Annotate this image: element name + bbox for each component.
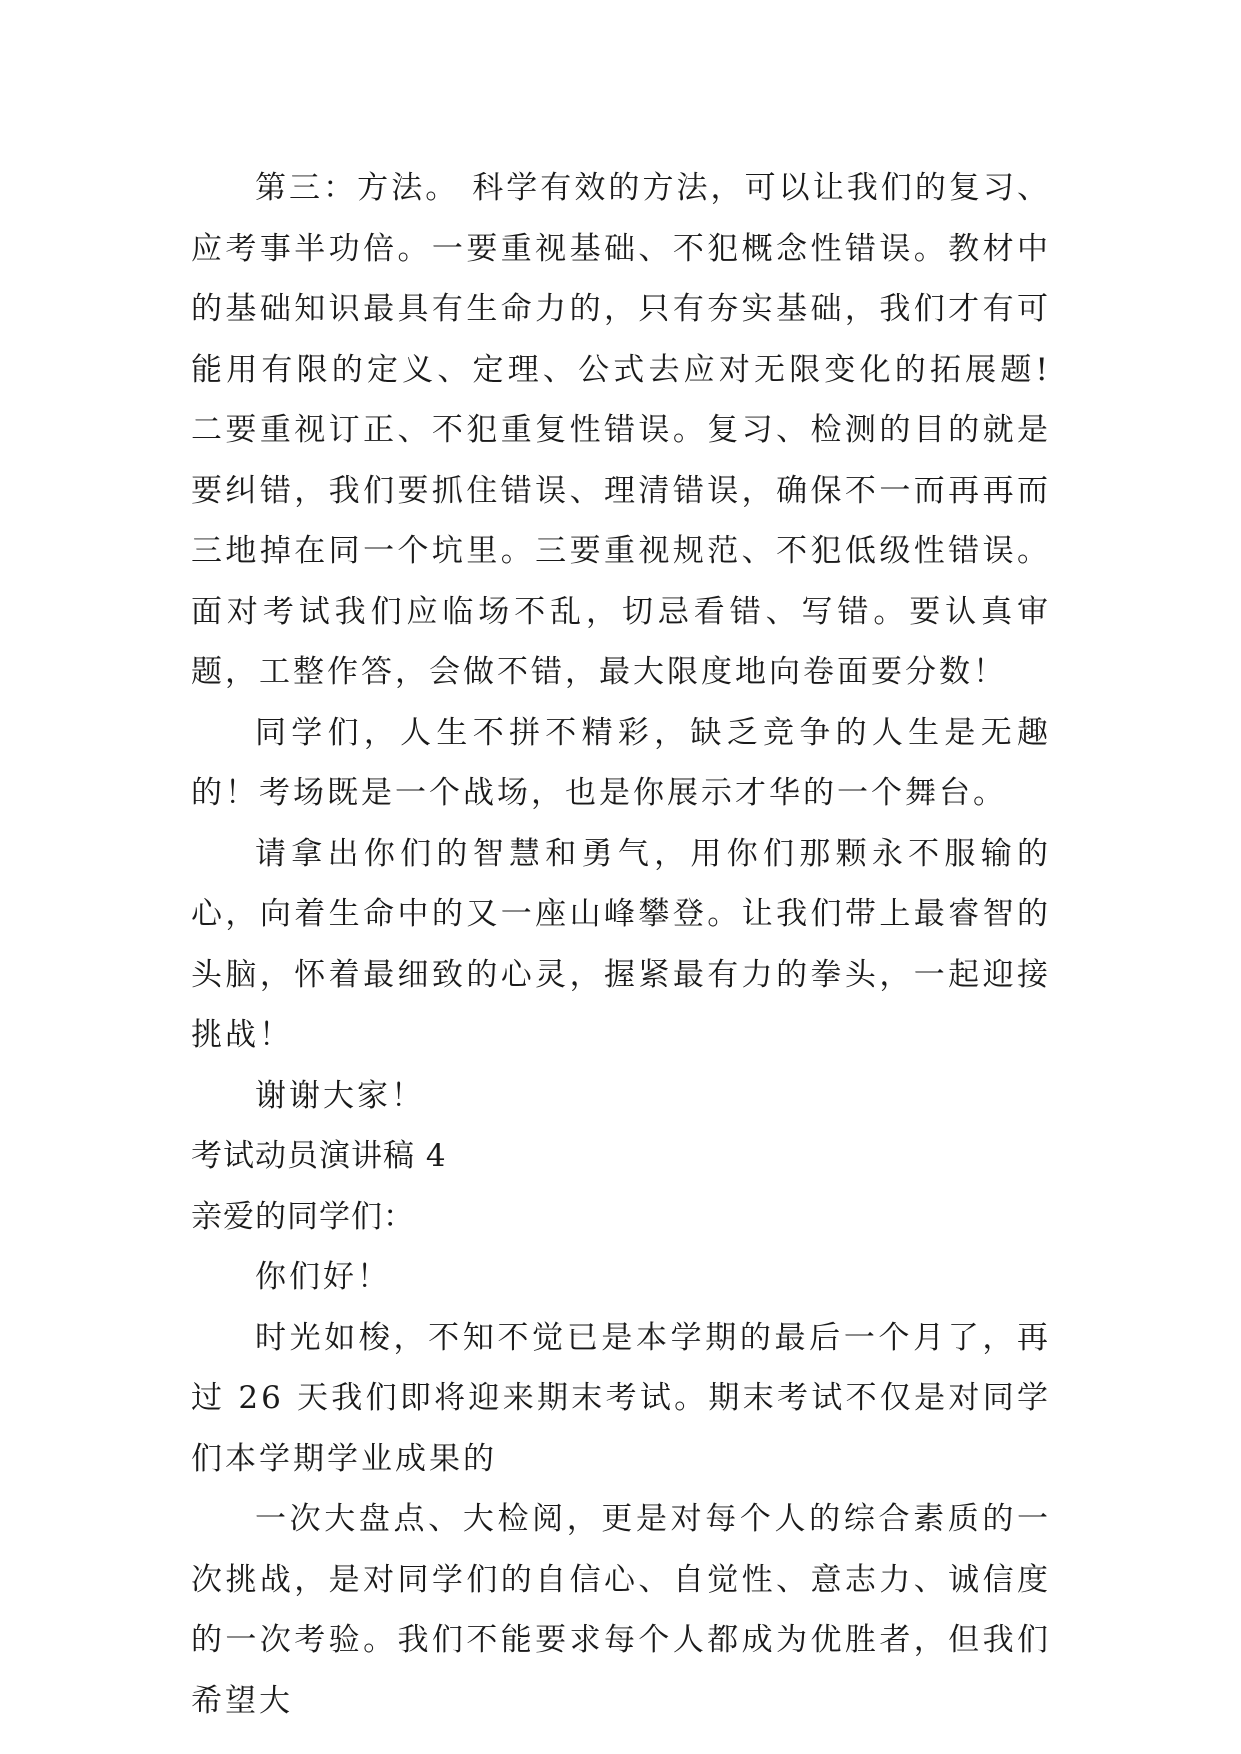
paragraph-time-flies: 时光如梭，不知不觉已是本学期的最后一个月了，再过 26 天我们即将迎来期末考试。期末考试不仅是对同学们本学期学业成果的 bbox=[191, 1319, 1051, 1477]
paragraph-greeting: 你们好！ bbox=[255, 1259, 391, 1295]
paragraph-final-exam: 一次大盘点、大检阅，更是对每个人的综合素质的一次挑战，是对同学们的自信心、自觉性、意志力、诚信度的一次考验。我们不能要求每个人都成为优胜者，但我们希望大 bbox=[191, 1501, 1051, 1719]
section-heading: 考试动员演讲稿 4 bbox=[191, 1138, 447, 1174]
document-body bbox=[191, 158, 1051, 1731]
paragraph-life-competition: 同学们，人生不拼不精彩，缺乏竞争的人生是无趣的！考场既是一个战场，也是你展示才华的一个舞台。 bbox=[191, 714, 1051, 811]
paragraph-courage: 请拿出你们的智慧和勇气，用你们那颗永不服输的心，向着生命中的又一座山峰攀登。让我们带上最睿智的头脑，怀着最细致的心灵，握紧最有力的拳头，一起迎接挑战！ bbox=[191, 835, 1051, 1053]
paragraph-method: 第三：方法。 科学有效的方法，可以让我们的复习、应考事半功倍。一要重视基础、不犯概念性错误。教材中的基础知识最具有生命力的，只有夯实基础，我们才有可能用有限的定义、定理、公式去应对无限变化的拓展题!二要重视订正、不犯重复性错误。复习、检测的目的就是要纠错，我们要抓住错误、理清错误，确保不一而再再而三地掉在同一个坑里。三要重视规范、不犯低级性错误。面对考试我们应临场不乱，切忌看错、写错。要认真审题，工整作答，会做不错，最大限度地向卷面要分数！ bbox=[191, 170, 1051, 690]
salutation: 亲爱的同学们： bbox=[191, 1198, 415, 1235]
paragraph-thanks: 谢谢大家！ bbox=[255, 1077, 425, 1114]
